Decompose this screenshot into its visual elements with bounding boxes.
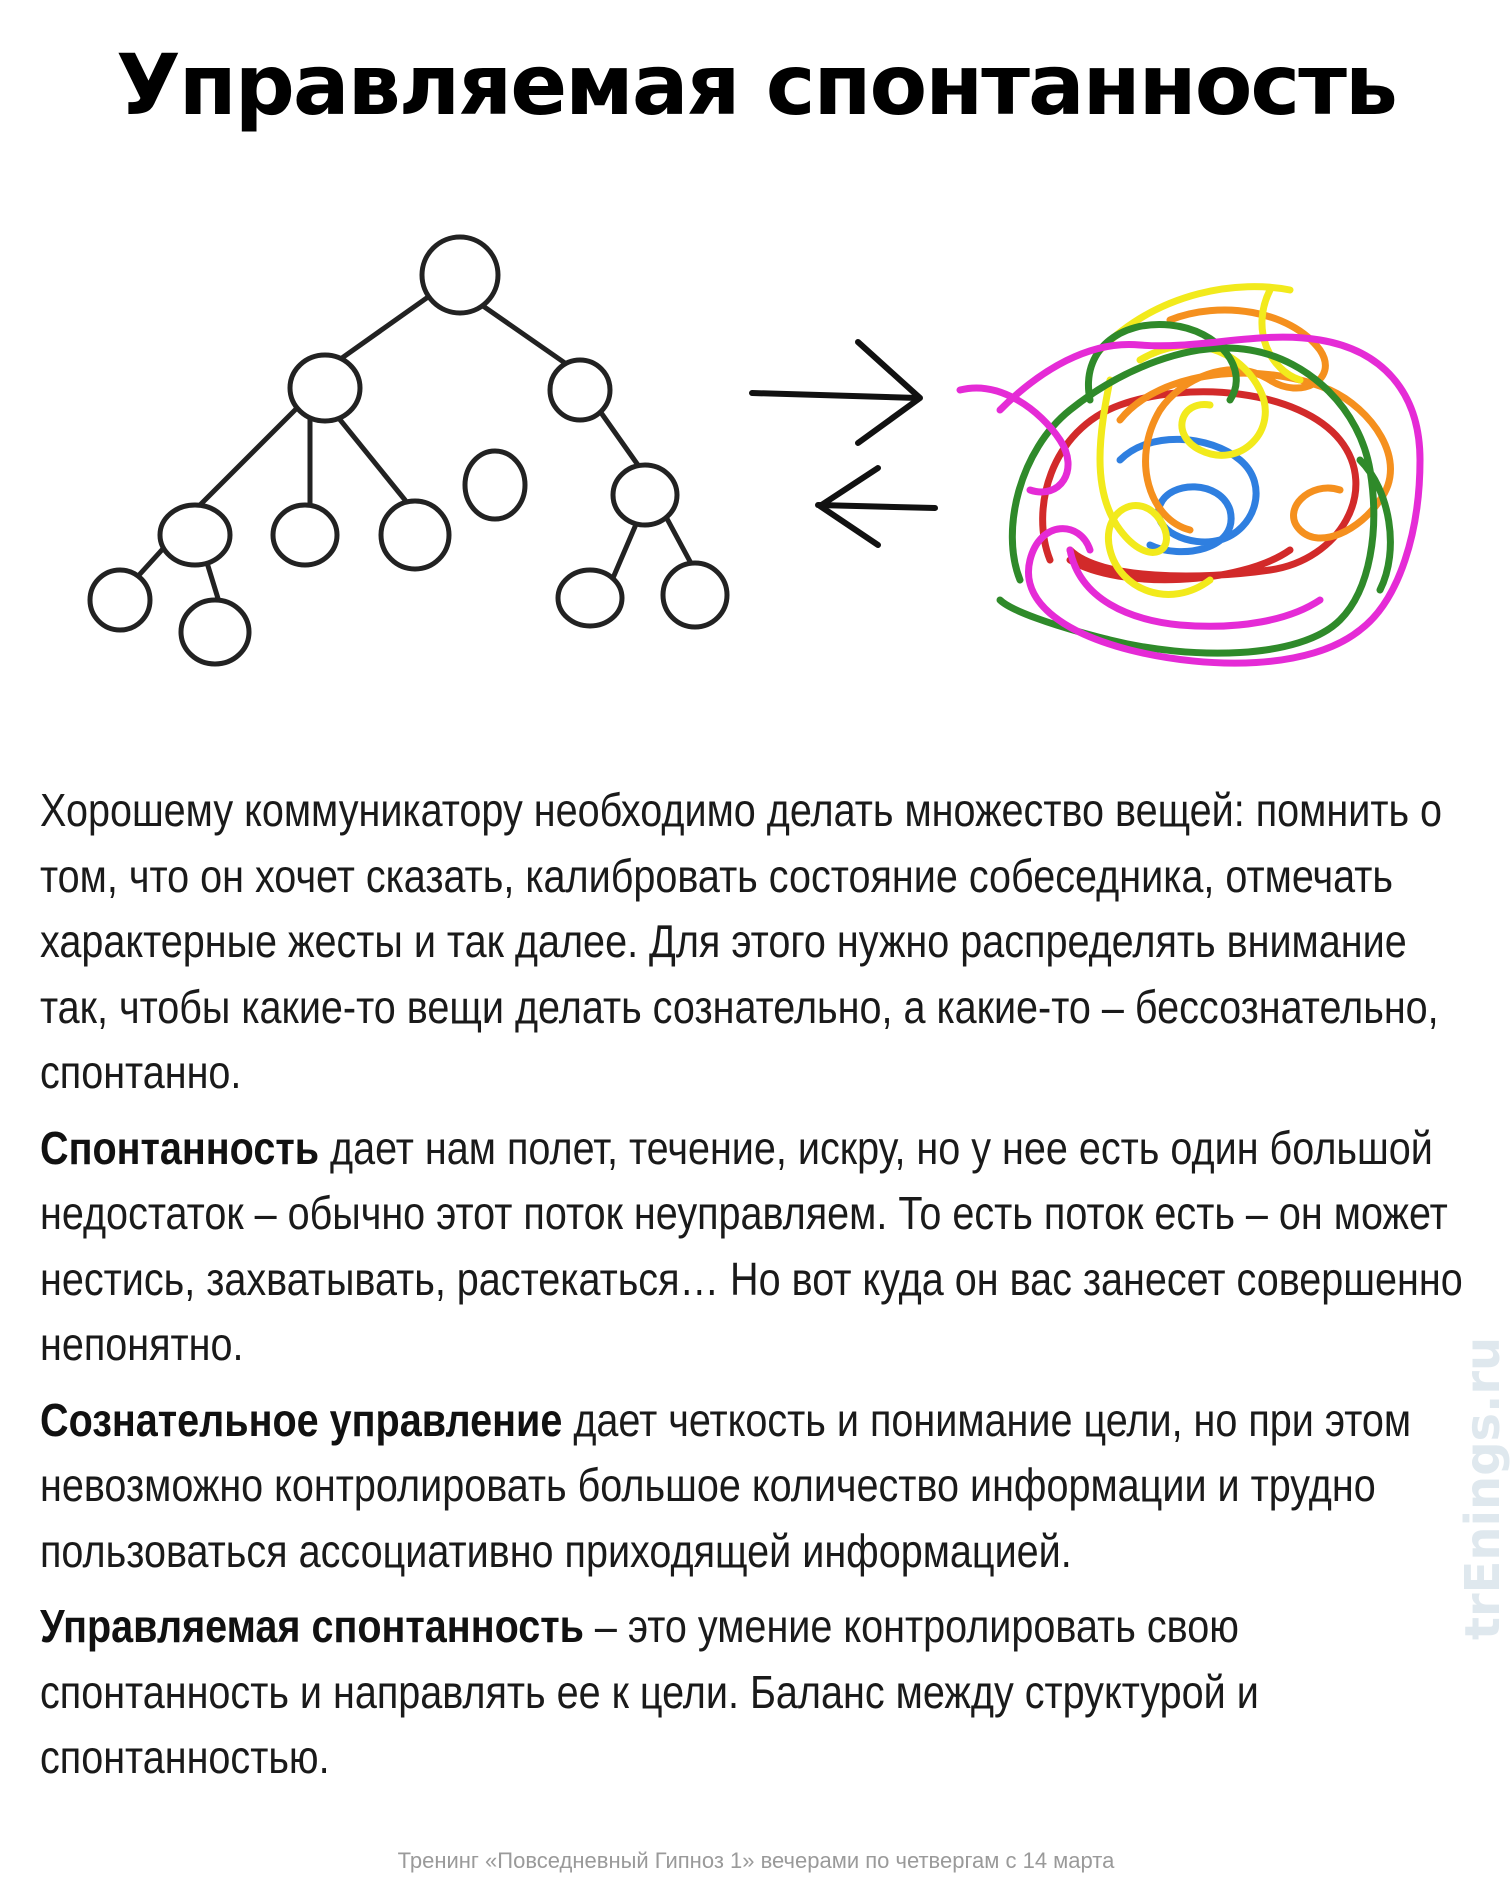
tree-node (181, 600, 249, 664)
body-text (40, 778, 1463, 1801)
tree-node (160, 505, 230, 565)
left-arrow-shaft (818, 505, 935, 508)
bidirectional-arrows (752, 342, 935, 545)
paragraph-3 (40, 1388, 1481, 1585)
paragraph-2-lead: Спонтанность (40, 1121, 320, 1174)
tree-node (613, 465, 677, 525)
tree-node (381, 501, 449, 569)
watermark (1455, 1336, 1512, 1680)
paragraph-3-text: дает четкость и понимание цели, но при этом невозможно контролировать большое количество информации и трудно пользоваться ассоциативно приходящей информацией. (40, 1393, 1412, 1577)
tree-node (273, 505, 337, 565)
tree-node (558, 570, 622, 626)
tree-diagram (90, 237, 727, 664)
tree-node (465, 451, 525, 519)
right-arrow-shaft (752, 393, 918, 398)
colored-scribble (960, 287, 1420, 664)
right-arrow-head (858, 342, 920, 443)
paragraph-3-lead: Сознательное управление (40, 1393, 563, 1446)
paragraph-4-lead: Управляемая спонтанность (40, 1600, 584, 1652)
paragraph-2 (40, 1116, 1481, 1378)
paragraph-1-text: Хорошему коммуникатору необходимо делать множество вещей: помнить о том, что он хочет сказать, калибровать состояние собеседника, отмечать характерные жесты и так далее. Для этого нужно распределять внимание так, чтобы какие-то вещи делать сознательно, а какие-то – бессознательно, спонтанно. (40, 784, 1443, 1098)
page-title: Управляемая спонтанность (115, 36, 1397, 134)
footer-text: Тренинг «Повседневный Гипноз 1» вечерами по четвергам с 14 марта (397, 1848, 1115, 1873)
tree-node (663, 563, 727, 627)
tree-node (90, 570, 150, 630)
paragraph-4-text: – это умение контролировать свою спонтанность и направлять ее к цели. Баланс между структурой и спонтанностью. (40, 1600, 1259, 1783)
paragraph-2-text: дает нам полет, течение, искру, но у нее есть один большой недостаток – обычно этот поток неуправляем. То есть поток есть – он может нестись, захватывать, растекаться… Но вот куда он вас занесет совершенно непонятно. (40, 1121, 1463, 1370)
tree-node (550, 360, 610, 420)
watermark-text: trEnings.ru (1455, 1336, 1511, 1640)
illustration (40, 230, 1480, 700)
paragraph-4 (40, 1594, 1481, 1791)
tree-node (290, 355, 360, 421)
tree-node (422, 237, 498, 313)
paragraph-1 (40, 778, 1481, 1106)
